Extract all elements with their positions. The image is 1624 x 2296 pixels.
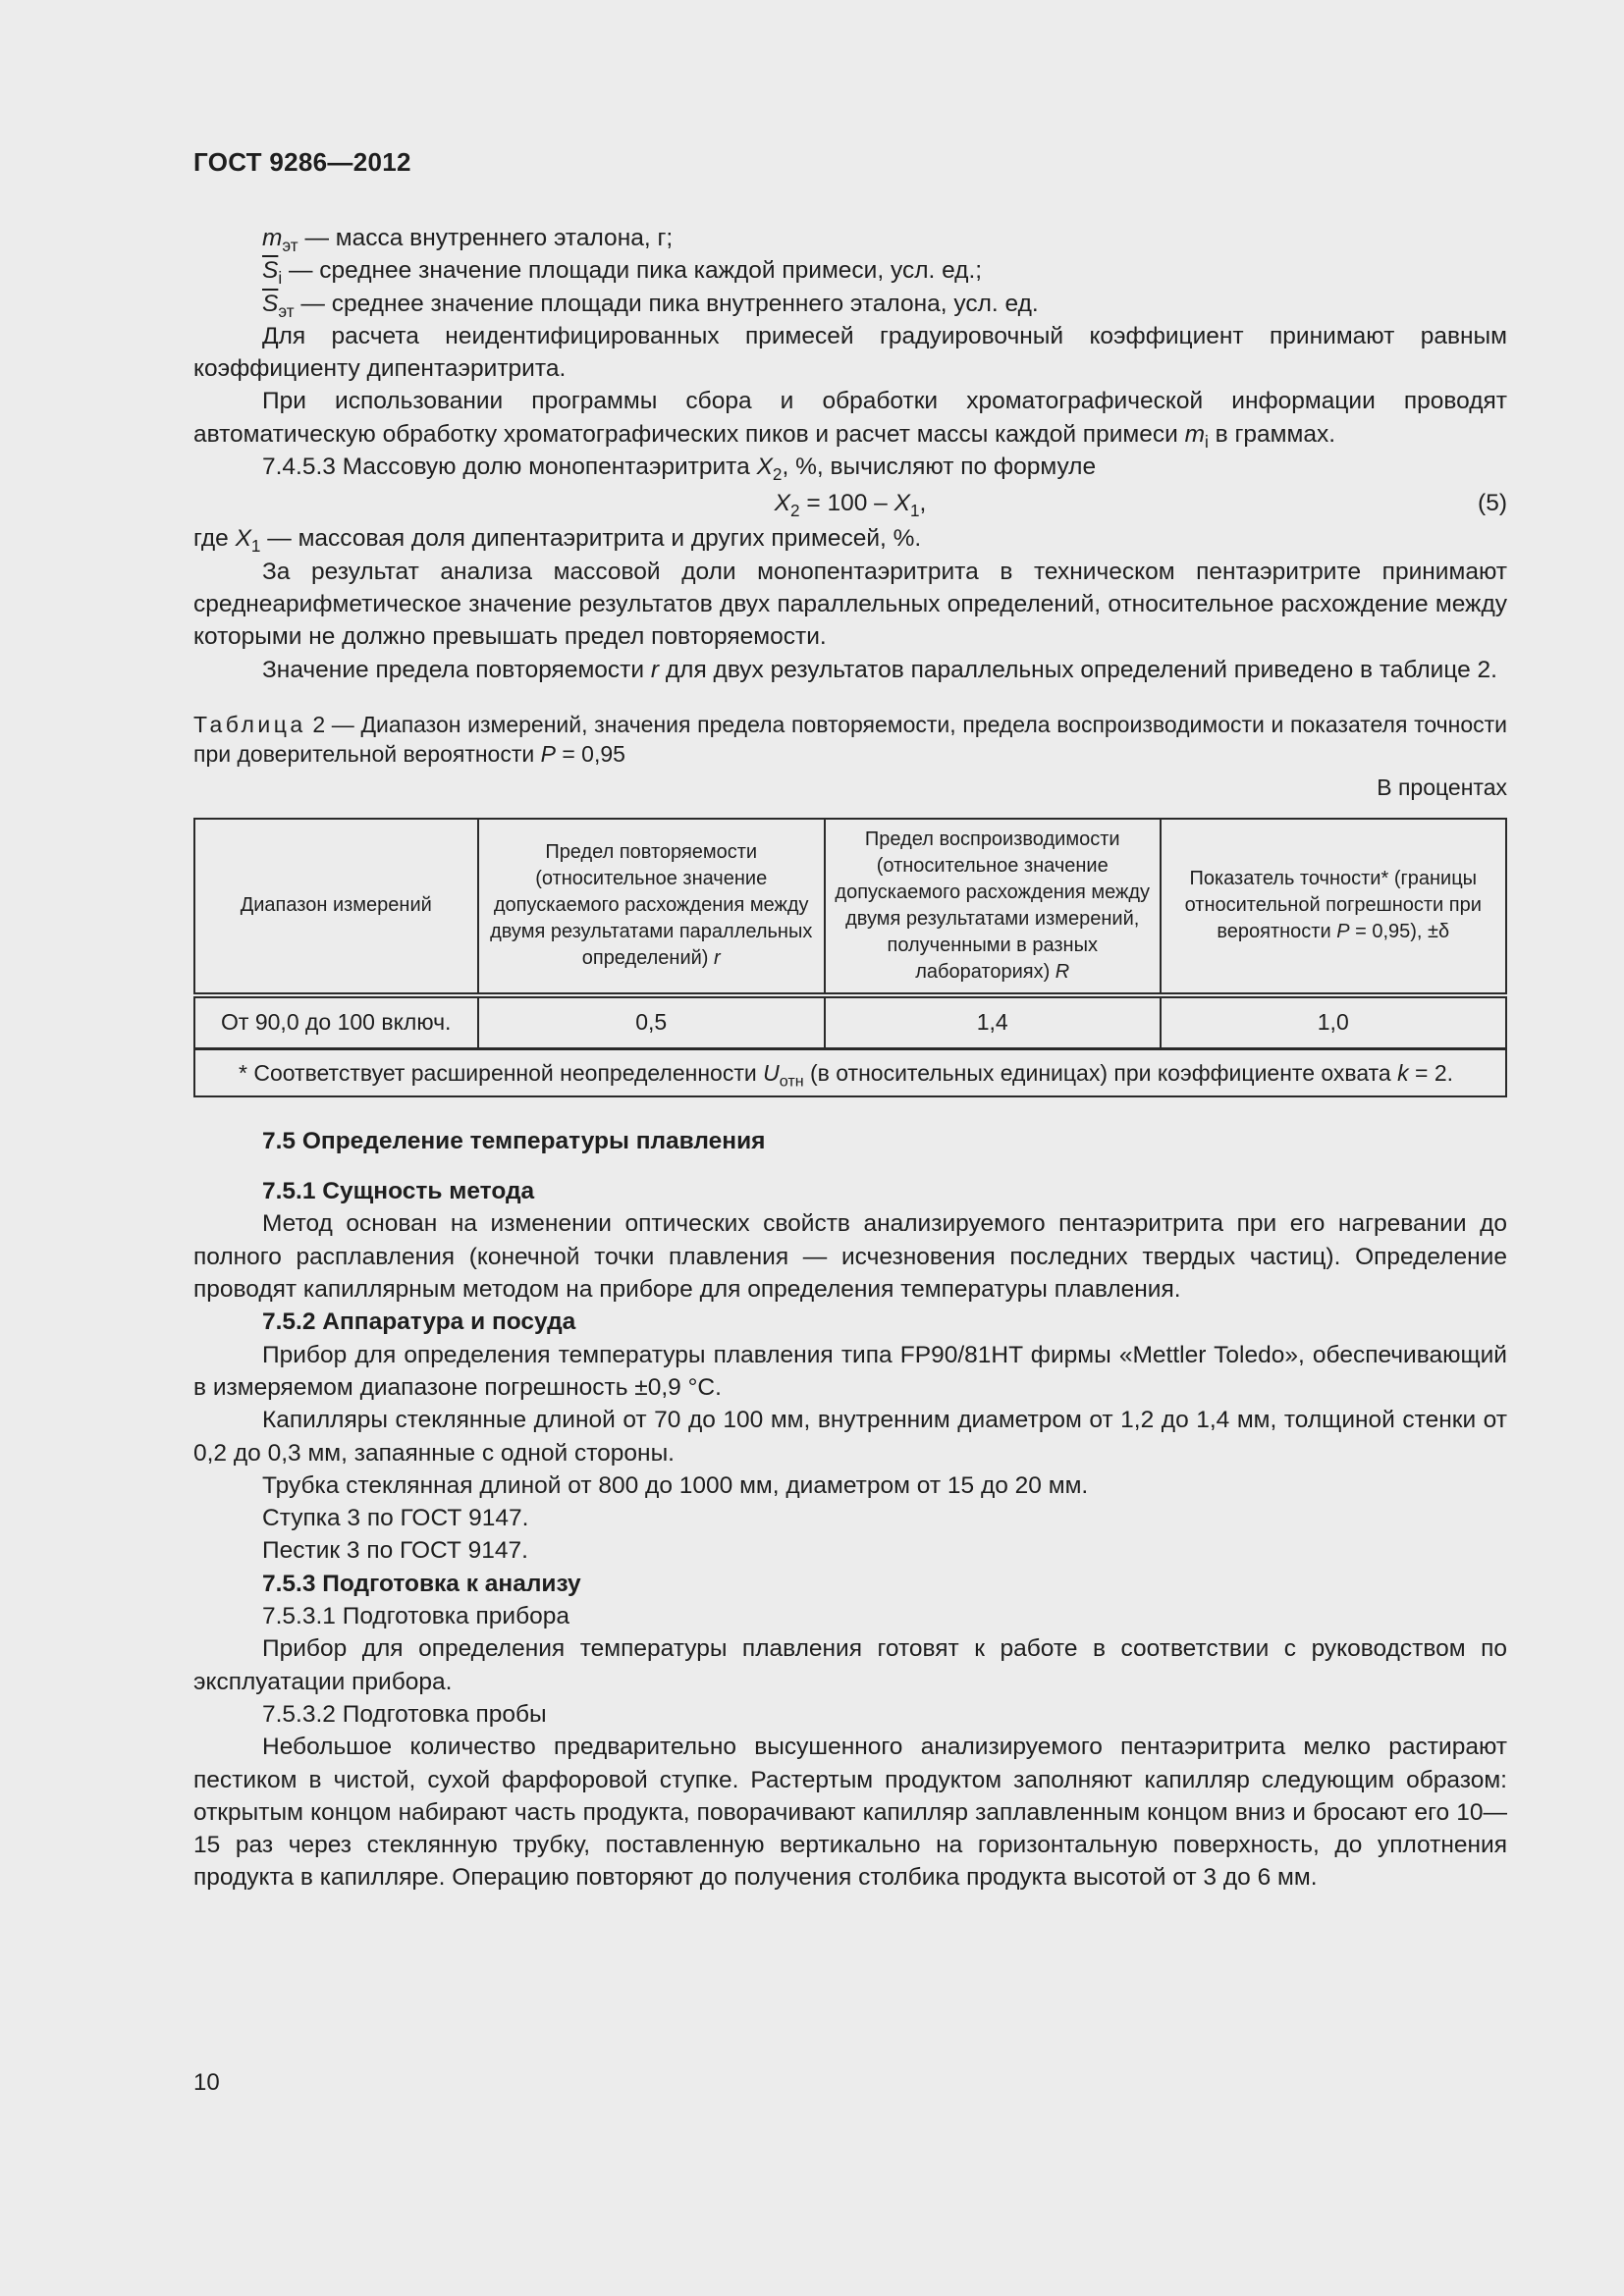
formula-expression [193, 487, 1507, 519]
paragraph-software [193, 385, 1507, 451]
table-row [194, 995, 1506, 1049]
paragraph-text: — массовая доля дипентаэритрита и других примесей, %. [260, 525, 922, 553]
table-header-row [194, 819, 1506, 995]
paragraph-text: в граммах. [1208, 420, 1336, 448]
heading-7-5: 7.5 Определение температуры плавления [262, 1127, 766, 1154]
paragraph-where [193, 522, 1507, 555]
cell-range: От 90,0 до 100 включ. [194, 995, 478, 1049]
paragraph-repeatability [193, 654, 1507, 686]
paragraph-sample-prep: Небольшое количество предварительно высушенного анализируемого пентаэритрита мелко растирают пестиком в чистой, сухой фарфоровой ступке. Растертым продуктом заполняют капилляр следующим образом: открытым концом набирают часть продукта, поворачивают капилляр заплавленным концом вниз и бросают его 10—15 раз через стеклянную трубку, поставленную вертикально на горизонтальную поверхность, до уплотнения продукта в капилляре. Операцию повторяют до получения столбика продукта высотой от 3 до 6 мм. [193, 1734, 1507, 1892]
subscript-1: 1 [909, 501, 920, 521]
paragraph-text: для двух результатов параллельных определений приведено в таблице 2. [659, 656, 1497, 683]
cell-accuracy: 1,0 [1161, 995, 1506, 1049]
subscript-1: 1 [250, 536, 261, 557]
paragraph-text: 7.4.5.3 Массовую долю монопентаэритрита [262, 454, 757, 481]
paragraph-calibration: Для расчета неидентифицированных примесей градуировочный коэффициент принимают равным коэффициенту дипентаэритрита. [193, 322, 1507, 383]
paragraph-capillaries: Капилляры стеклянные длиной от 70 до 100 мм, внутренним диаметром от 1,2 до 1,4 мм, толщиной стенки от 0,2 до 0,3 мм, запаянные с одной стороны. [193, 1407, 1507, 1467]
symbol-m: m [1184, 420, 1206, 448]
header-reproducibility [825, 819, 1161, 995]
paragraph-result: За результат анализа массовой доли монопентаэритрита в техническом пентаэритрите принимают среднеарифметическое значение результатов двух параллельных определений, относительное расхождение между которыми не должно превышать предел повторяемости. [193, 558, 1507, 651]
table-caption-text: = 0,95 [555, 740, 625, 767]
symbol-m: m [262, 225, 283, 251]
definition-text: — среднее значение площади пика внутреннего эталона, усл. ед. [294, 290, 1039, 317]
paragraph-pestle: Пестик 3 по ГОСТ 9147. [262, 1537, 528, 1565]
footnote-text: = 2. [1408, 1059, 1454, 1086]
cell-reproducibility: 1,4 [825, 995, 1161, 1049]
paragraph-text: Значение предела повторяемости [262, 656, 651, 683]
header-text: Предел воспроизводимости (относительное значение допускаемого расхождения между двумя результатами измерений, полученными в разных лабораториях) [835, 828, 1151, 983]
subscript-i: i [1205, 431, 1209, 452]
symbol-s-mean: $\overline{S}$ [262, 290, 279, 317]
table-units: В процентах [1377, 774, 1507, 800]
subscript-i: i [278, 268, 283, 289]
footnote-text: * Соответствует расширенной неопределенности [239, 1059, 764, 1086]
paragraph-text: , %, вычисляют по формуле [782, 454, 1097, 481]
heading-7-5-3-2: 7.5.3.2 Подготовка пробы [262, 1700, 547, 1728]
header-repeatability [478, 819, 825, 995]
table-footnote [194, 1048, 1506, 1096]
symbol-k: k [1397, 1059, 1409, 1086]
paragraph-7-4-5-3 [193, 451, 1507, 483]
footnote-text: (в относительных единицах) при коэффициенте охвата [803, 1059, 1398, 1086]
heading-7-5-2: 7.5.2 Аппаратура и посуда [262, 1308, 576, 1336]
symbol-r-upper: R [1055, 960, 1070, 983]
paragraph-text: где [193, 525, 236, 553]
subscript-2: 2 [790, 501, 800, 521]
definition-m-et [193, 222, 1507, 254]
symbol-x: X [774, 490, 791, 517]
symbol-x: X [756, 454, 773, 481]
table-caption [193, 710, 1507, 769]
header-range: Диапазон измерений [194, 819, 478, 995]
definition-s-i [193, 254, 1507, 287]
table-caption-text: 2 — Диапазон измерений, значения предела повторяемости, предела воспроизводимости и показателя точности при доверительной вероятности [193, 711, 1507, 767]
heading-7-5-3-1: 7.5.3.1 Подготовка прибора [262, 1603, 569, 1630]
symbol-p: P [1336, 921, 1350, 943]
paragraph-mortar: Ступка 3 по ГОСТ 9147. [262, 1505, 529, 1532]
definition-text: — среднее значение площади пика каждой примеси, усл. ед.; [282, 257, 983, 285]
header-text: Предел повторяемости (относительное значение допускаемого расхождения между двумя результатами параллельных определений) [490, 841, 813, 970]
header-text: Показатель точности* (границы относительной погрешности при вероятности [1184, 868, 1482, 943]
header-text: = 0,95), ±δ [1349, 921, 1450, 943]
paragraph-method: Метод основан на изменении оптических свойств анализируемого пентаэритрита при его нагревании до полного расплавления (конечной точки плавления — исчезновения последних твердых частиц). Определение проводят капиллярным методом на приборе для определения температуры плавления. [193, 1210, 1507, 1304]
page-content [193, 222, 1507, 1895]
paragraph-text: При использовании программы сбора и обработки хроматографической информации проводят автоматическую обработку хроматографических пиков и расчет массы каждой примеси [193, 388, 1507, 448]
symbol-r: r [650, 656, 660, 683]
heading-7-5-3: 7.5.3 Подготовка к анализу [262, 1570, 581, 1597]
symbol-s-mean: $\overline{S}$ [262, 257, 279, 285]
symbol-r: r [714, 947, 721, 970]
header-accuracy [1161, 819, 1506, 995]
formula-number: (5) [1478, 490, 1507, 517]
subscript-otn: отн [779, 1072, 804, 1091]
formula-operator: = 100 – [799, 490, 894, 517]
paragraph-tube: Трубка стеклянная длиной от 800 до 1000 мм, диаметром от 15 до 20 мм. [262, 1471, 1089, 1499]
subscript-et: эт [278, 300, 295, 321]
symbol-x: X [235, 525, 251, 553]
subscript-et: эт [282, 236, 298, 255]
definition-s-et [193, 288, 1507, 320]
subscript-2: 2 [772, 464, 783, 485]
paragraph-device: Прибор для определения температуры плавления типа FP90/81HT фирмы «Mettler Toledo», обеспечивающий в измеряемом диапазоне погрешность ±0,9 °С. [193, 1341, 1507, 1401]
definition-text: — масса внутреннего эталона, г; [298, 225, 674, 251]
symbol-p: P [540, 740, 556, 767]
symbol-x: X [893, 490, 910, 517]
formula-5 [193, 487, 1507, 522]
cell-repeatability: 0,5 [478, 995, 825, 1049]
table-footnote-row [194, 1048, 1506, 1096]
formula-comma: , [919, 490, 927, 517]
page-number: 10 [193, 2069, 220, 2096]
symbol-u: U [763, 1059, 780, 1086]
paragraph-device-prep: Прибор для определения температуры плавления готовят к работе в соответствии с руководством по эксплуатации прибора. [193, 1635, 1507, 1695]
table-caption-label: Таблица [193, 711, 306, 737]
heading-7-5-1: 7.5.1 Сущность метода [262, 1178, 535, 1205]
document-header-title: ГОСТ 9286—2012 [193, 147, 411, 177]
table-2 [193, 818, 1507, 1097]
